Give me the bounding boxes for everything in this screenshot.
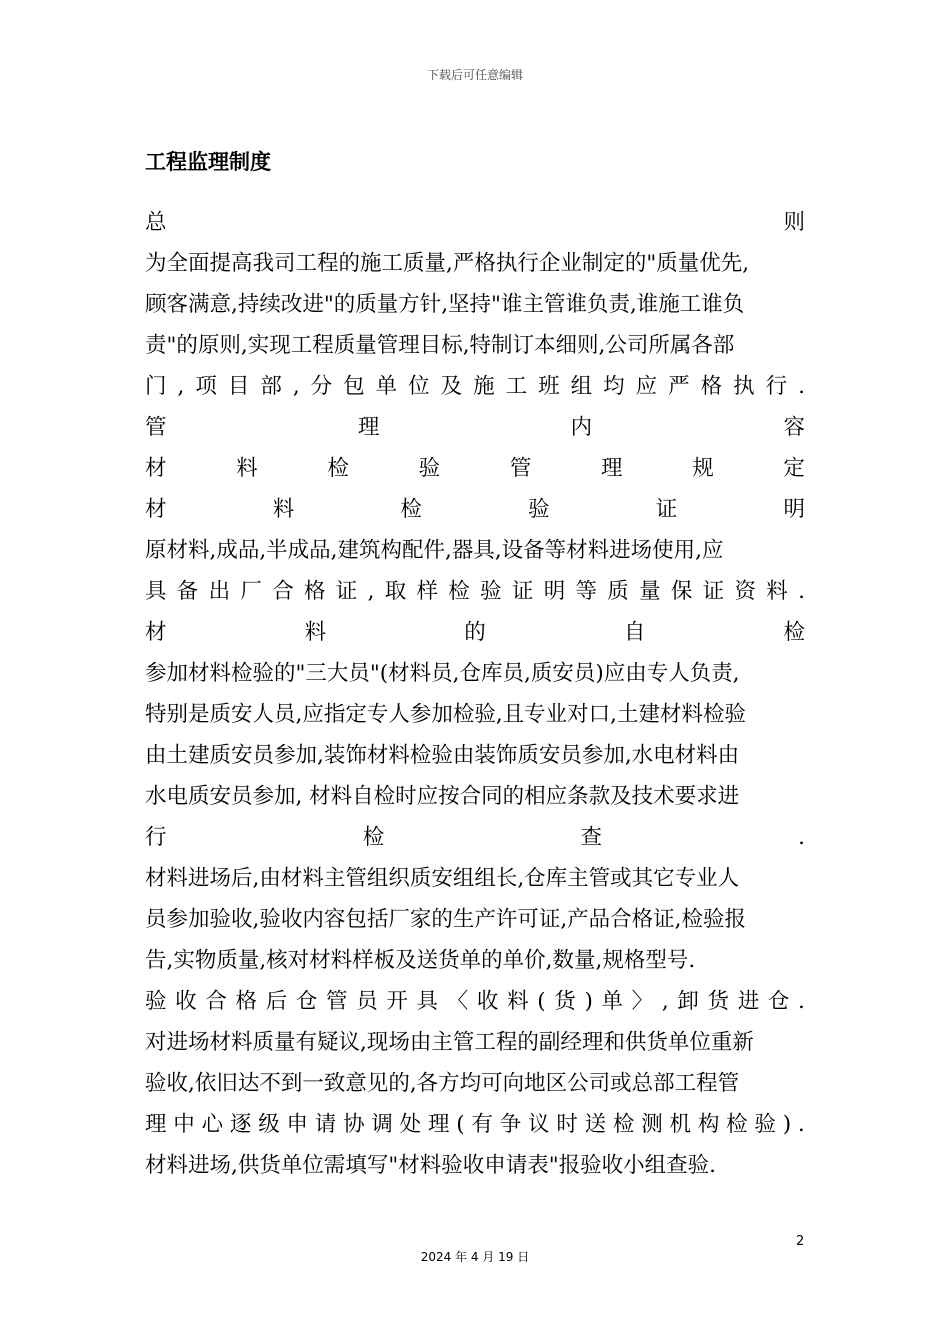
line-char: 的 [464,620,486,645]
line-char: 〉 [631,989,654,1014]
body-line [145,981,805,1022]
document-body [145,202,805,1186]
line-char: 严 [668,374,690,399]
body-line: 材料进场后,由材料主管组织质安组组长,仓库主管或其它专业人 [145,866,740,891]
line-char: 中 [173,1112,195,1137]
line-char: 协 [343,1112,365,1137]
line-char: ( [456,1112,465,1137]
body-line [145,448,805,489]
page-header: 下载后可任意编辑 [426,68,523,82]
line-char: 内 [570,415,593,440]
body-line: 为全面提高我司工程的施工质量,严格执行企业制定的"质量优先, [145,251,750,276]
line-char: 申 [286,1112,308,1137]
line-char: 逐 [229,1112,252,1137]
line-char: 料 [236,456,258,481]
line-char: 证 [511,579,534,604]
line-char: 格 [700,374,723,399]
line-char: . [798,989,805,1014]
body-line [145,407,805,448]
line-char: 施 [473,374,495,399]
line-char: 材 [145,620,167,645]
line-char: 检 [362,825,385,850]
line-char: 资 [734,579,756,604]
line-char: 理 [145,1112,167,1137]
body-line [145,612,805,653]
line-char: , [292,374,300,399]
line-char: 及 [440,374,463,399]
line-char: 材 [145,456,167,481]
line-char: 仓 [295,989,318,1014]
body-line: 验收,依旧达不到一致意见的,各方均可向地区公司或总部工程管 [145,1071,740,1096]
line-char: 料 [766,579,788,604]
body-line: 材料进场,供货单位需填写"材料验收申请表"报验收小组查验. [145,1153,716,1178]
line-char: 仓 [767,989,790,1014]
body-line [145,489,805,530]
line-char: 包 [343,374,365,399]
line-char: 总 [145,210,167,235]
page-number: 2 [796,1234,805,1249]
line-char: 检 [448,579,470,604]
body-line: 对进场材料质量有疑议,现场由主管工程的副经理和供货单位重新 [145,1030,754,1055]
line-char: 分 [310,374,333,399]
line-char: 机 [669,1112,692,1137]
line-char: 调 [371,1112,393,1137]
line-char: 保 [670,579,693,604]
line-char: 开 [386,989,408,1014]
line-char: 取 [384,579,407,604]
line-char: 测 [641,1112,663,1137]
line-char: 厂 [240,579,262,604]
line-char: , [661,989,669,1014]
line-char: . [798,579,805,604]
line-char: 收 [175,989,197,1014]
body-line: 由土建质安员参加,装饰材料检验由装饰质安员参加,水电材料由 [145,743,740,768]
line-char: 理 [357,415,380,440]
line-char: ) [782,1112,792,1137]
line-char: 验 [754,1112,776,1137]
line-char: 材 [145,497,167,522]
line-char: 合 [272,579,294,604]
body-line: 员参加验收,验收内容包括厂家的生产许可证,产品合格证,检验报 [145,907,747,932]
line-char: 进 [737,989,760,1014]
line-char: 行 [765,374,788,399]
line-char: 组 [570,374,593,399]
line-char: 送 [584,1112,607,1137]
line-char: 构 [697,1112,720,1137]
line-char: . [798,825,805,850]
body-line [145,202,805,243]
line-char: 议 [528,1112,550,1137]
line-char: 收 [476,989,499,1014]
line-char: 出 [208,579,231,604]
line-char: 〈 [446,989,469,1014]
line-char: 验 [528,497,550,522]
line-char: 检 [726,1112,748,1137]
line-char: 员 [356,989,378,1014]
line-char: 规 [692,456,714,481]
line-char: 管 [509,456,532,481]
body-line: 水电质安员参加, 材料自检时应按合同的相应条款及技术要求进 [145,784,740,809]
line-char: 处 [399,1112,422,1137]
body-line: 参加材料检验的"三大员"(材料员,仓库员,质安员)应由专人负责, [145,661,740,686]
line-char: 单 [601,989,624,1014]
body-line: 告,实物质量,核对材料样板及送货单的单价,数量,规格型号. [145,948,696,973]
body-line: 责"的原则,实现工程质量管理目标,特制订本细则,公司所属各部 [145,333,735,358]
body-line [145,366,805,407]
line-char: 后 [265,989,288,1014]
document-title: 工程监理制度 [145,150,271,174]
line-char: 备 [176,579,199,604]
line-char: 证 [702,579,725,604]
line-char: 证 [335,579,358,604]
line-char: 合 [205,989,227,1014]
body-line: 特别是质安人员,应指定专人参加检验,且专业对口,土建材料检验 [145,702,747,727]
line-char: 料 [507,989,529,1014]
line-char: 验 [418,456,441,481]
line-char: 门 [145,374,167,399]
line-char: 管 [145,415,167,440]
line-char: 有 [471,1112,493,1137]
line-char: 则 [783,210,805,235]
line-char: 定 [783,456,805,481]
line-char: 行 [145,825,167,850]
line-char: 明 [783,497,805,522]
line-char: 检 [783,620,805,645]
line-char: 货 [707,989,730,1014]
line-char: 具 [145,579,167,604]
line-char: 班 [538,374,560,399]
line-char: 卸 [677,989,699,1014]
line-char: 样 [416,579,439,604]
line-char: 具 [416,989,439,1014]
line-char: 容 [783,415,805,440]
line-char: ( [537,989,546,1014]
line-char: 格 [303,579,326,604]
page-footer-date: 2024 年 4 月 19 日 [420,1250,530,1264]
line-char: 等 [575,579,597,604]
body-line [145,571,805,612]
line-char: 争 [499,1112,522,1137]
line-char: 执 [733,374,755,399]
line-char: ) [584,989,593,1014]
line-char: . [797,1112,805,1137]
line-char: 项 [195,374,217,399]
line-char: 时 [556,1112,578,1137]
line-char: 料 [304,620,327,645]
line-char: 质 [607,579,629,604]
line-char: 货 [554,989,576,1014]
line-char: 心 [201,1112,224,1137]
body-line [145,817,805,858]
line-char: 检 [400,497,422,522]
line-char: 检 [612,1112,635,1137]
body-line [145,1104,805,1145]
line-char: 明 [543,579,566,604]
line-char: 单 [375,374,398,399]
body-line: 顾客满意,持续改进"的质量方针,坚持"谁主管谁负责,谁施工谁负 [145,292,745,317]
line-char: , [177,374,185,399]
line-char: 检 [327,456,349,481]
line-char: 自 [623,620,646,645]
line-char: , [367,579,375,604]
line-char: 管 [326,989,348,1014]
line-char: . [798,374,805,399]
line-char: 理 [427,1112,450,1137]
line-char: 请 [314,1112,337,1137]
line-char: 位 [408,374,430,399]
line-char: 目 [227,374,250,399]
line-char: 理 [601,456,623,481]
line-char: 查 [580,825,602,850]
body-line: 原材料,成品,半成品,建筑构配件,器具,设备等材料进场使用,应 [145,538,724,563]
line-char: 级 [258,1112,280,1137]
line-char: 均 [603,374,625,399]
line-char: 部 [260,374,282,399]
line-char: 工 [505,374,528,399]
line-char: 验 [480,579,502,604]
line-char: 证 [655,497,678,522]
line-char: 验 [145,989,167,1014]
line-char: 应 [635,374,658,399]
line-char: 料 [272,497,295,522]
line-char: 格 [235,989,258,1014]
line-char: 量 [639,579,661,604]
